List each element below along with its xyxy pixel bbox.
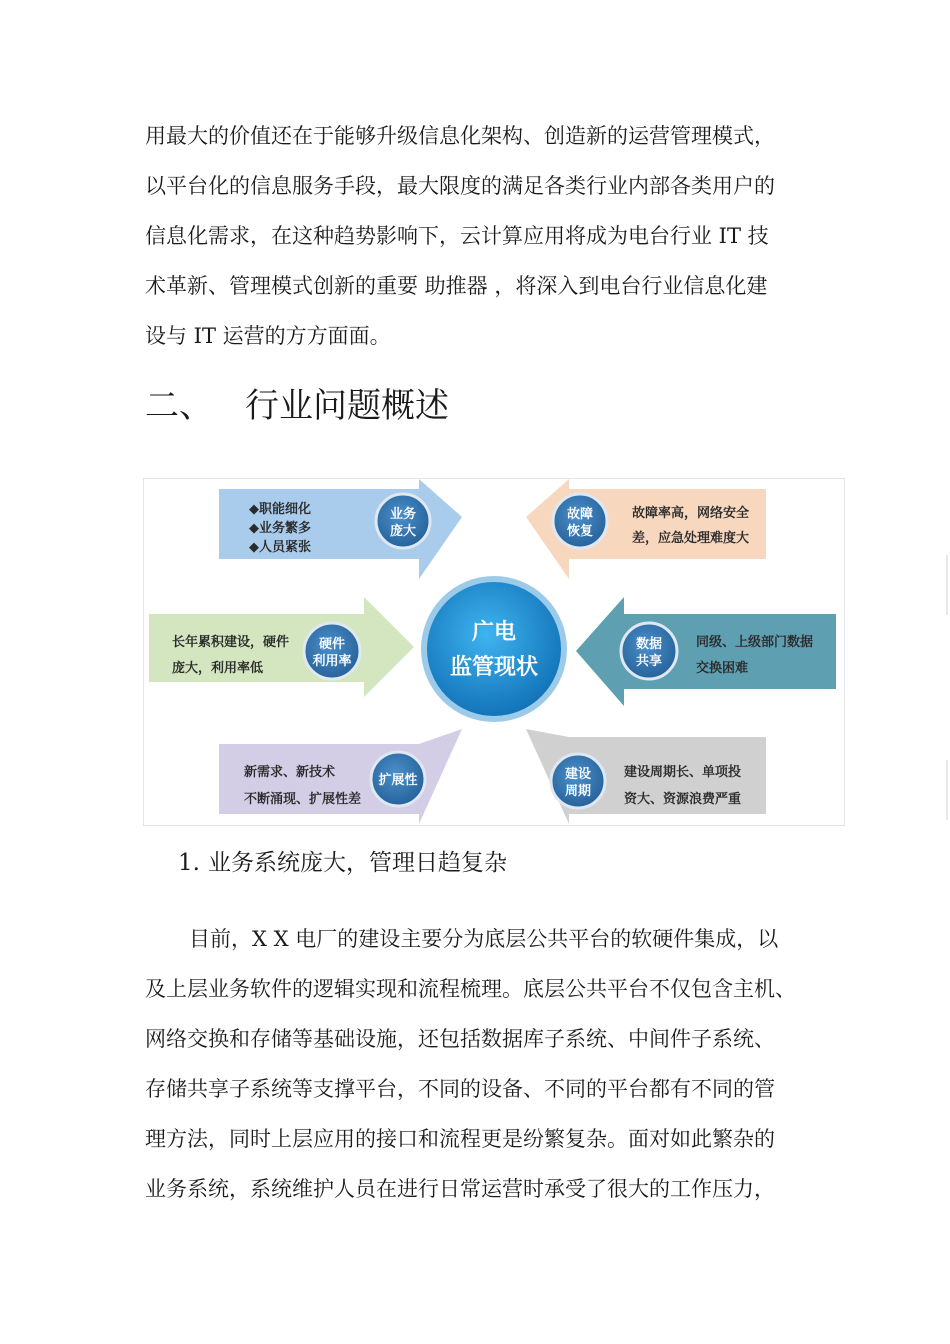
paragraph-line: 理方法，同时上层应用的接口和流程更是纷繁复杂。面对如此繁杂的 [145,1127,775,1151]
block-circle-label: 共享 [635,654,663,669]
block-text: 资大、资源浪费严重 [624,792,742,807]
block-circle-label: 业务 [389,507,417,522]
paragraph-line: 术革新、管理模式创新的重要 助推器 ，将深入到电台行业信息化建 [145,274,768,298]
block-text: 长年累积建设，硬件 [172,635,290,650]
paragraph-line: 存储共享子系统等支撑平台，不同的设备、不同的平台都有不同的管 [145,1077,775,1101]
paragraph-intro [145,111,810,361]
block-circle-label: 扩展性 [378,773,418,788]
block-text: 建设周期长、单项投 [624,765,742,780]
paragraph-line: 信息化需求，在这种趋势影响下，云计算应用将成为电台行业 IT 技 [145,224,769,248]
block-circle-label: 数据 [635,637,663,652]
block-circle-label: 恢复 [566,524,594,539]
block-text: ◆人员紧张 [249,540,311,555]
paragraph-line: 用最大的价值还在于能够升级信息化架构、创造新的运营管理模式， [145,124,775,148]
paragraph-line: 网络交换和存储等基础设施，还包括数据库子系统、中间件子系统、 [145,1027,775,1051]
block-text: 新需求、新技术 [244,765,336,780]
center-circle [424,579,564,719]
block-text: 交换困难 [696,661,749,676]
paragraph-line: 设与 IT 运营的方方面面。 [145,324,391,348]
center-label-line2: 监管现状 [449,655,539,680]
center-label-line1: 广电 [471,620,517,645]
paragraph-line: 业务系统，系统维护人员在进行日常运营时承受了很大的工作压力， [145,1177,775,1201]
block-circle-label: 故障 [566,507,594,522]
section-heading [145,378,449,434]
page-edge-mark [946,760,948,820]
paragraph-line: 以平台化的信息服务手段，最大限度的满足各类行业内部各类用户的 [145,174,775,198]
section-title: 行业问题概述 [245,386,449,426]
block-text: 同级、上级部门数据 [696,635,814,650]
arrow-mid-right [576,597,836,706]
block-circle-label: 庞大 [389,524,417,539]
block-circle-label: 硬件 [318,637,346,652]
block-text: 差，应急处理难度大 [632,531,750,546]
block-text: 庞大，利用率低 [172,661,264,676]
block-text: 不断涌现、扩展性差 [244,792,362,807]
section-number: 二、 [145,386,213,426]
subsection-number: 1. [178,850,200,876]
paragraph-business-systems [145,914,810,1214]
paragraph-line: 目前，X X 电厂的建设主要分为底层公共平台的软硬件集成，以 [189,927,779,951]
subsection-heading [178,843,507,883]
block-circle-label: 利用率 [312,654,352,669]
page-edge-mark [946,555,948,615]
block-text: 故障率高，网络安全 [632,506,750,521]
block-text: ◆职能细化 [249,502,311,517]
supervision-status-diagram [143,478,845,826]
block-circle-label: 建设 [564,767,592,782]
block-circle-label: 周期 [564,784,592,799]
block-text: ◆业务繁多 [249,521,311,536]
subsection-title: 业务系统庞大，管理日趋复杂 [207,850,507,876]
paragraph-line: 及上层业务软件的逻辑实现和流程梳理。底层公共平台不仅包含主机、 [145,977,796,1001]
